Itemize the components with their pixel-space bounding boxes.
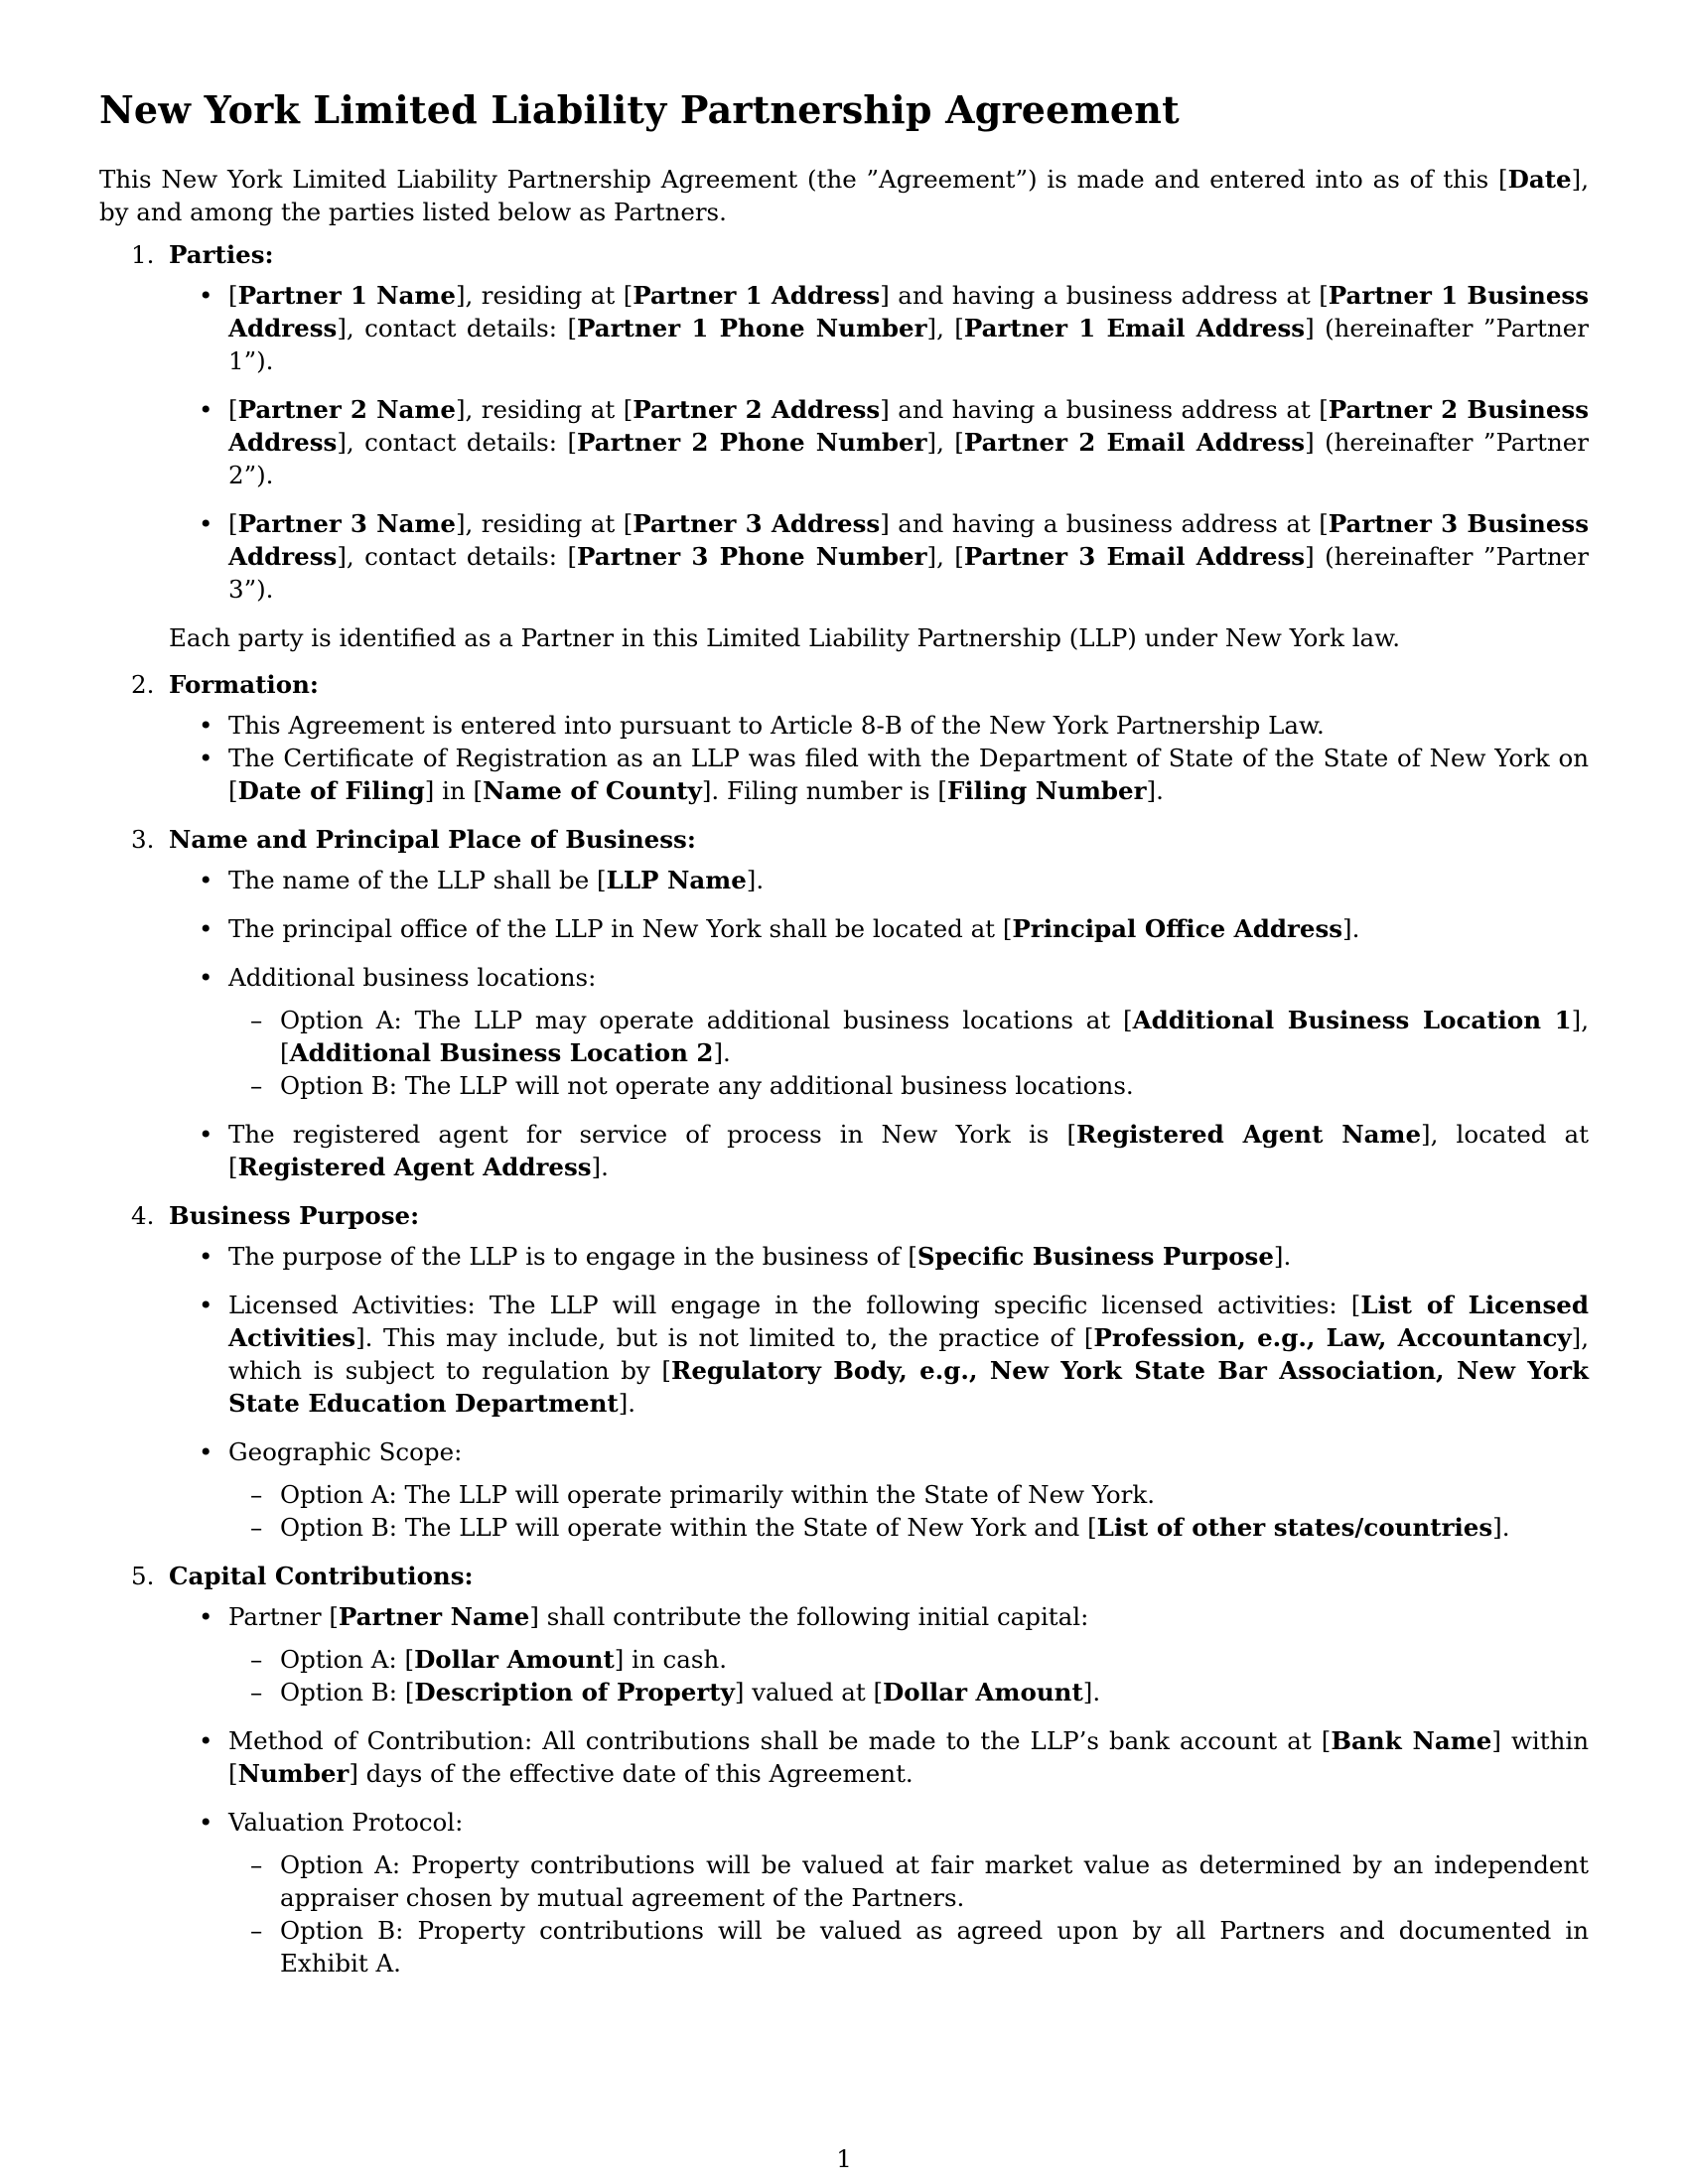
section-title: Name and Principal Place of Business: — [169, 825, 696, 854]
list-item: • Method of Contribution: All contributions shall be made to the LLP’s bank account at [Bank Name] within [Number] days of the effective date of this Agreement. — [199, 1726, 1589, 1788]
list-item: • Valuation Protocol: – Option A: Property contributions will be valued at fair market value as determined by an independent appraiser chosen by mutual agreement of the Partners. – Option B: Property contributions will be valued as agreed upon by all Partners and documented in Exhibit A. — [199, 1808, 1589, 1978]
list-item: • Licensed Activities: The LLP will engage in the following specific licensed activities: [List of Licensed Activities]. This may include, but is not limited to, the practice of [Profession, e.g., Law, Accountancy], which is subject to regulation by [Regulatory Body, e.g., New York State Bar Association, New York State Education Department]. — [199, 1291, 1589, 1418]
page-number: 1 — [836, 2144, 852, 2173]
document-title: New York Limited Liability Partnership Agreement — [99, 87, 1180, 132]
parties-note: Each party is identified as a Partner in this Limited Liability Partnership (LLP) under New York law. — [169, 623, 1401, 652]
option-item: – Option B: The LLP will operate within the State of New York and [List of other states/countries]. — [250, 1513, 1510, 1542]
section-title: Capital Contributions: — [169, 1562, 474, 1590]
list-item: • Geographic Scope: – Option A: The LLP will operate primarily within the State of New York. – Option B: The LLP will operate within the State of New York and [List of other states/countries]. — [169, 1435, 1589, 1544]
partner-3-item: • [Partner 3 Name], residing at [Partner 3 Address] and having a business address at [Partner 3 Business Address], contact details: [Partner 3 Phone Number], [Partner 3 Email Address] (hereinafter ”Partner 3”). — [199, 509, 1589, 604]
list-item: • The Certificate of Registration as an LLP was filed with the Department of State of the State of New York on [Date of Filing] in [Name of County]. Filing number is [Filing Number]. — [199, 744, 1589, 805]
section-list — [99, 238, 1589, 1979]
option-item: – Option B: The LLP will not operate any additional business locations. — [250, 1071, 1134, 1100]
section-formation: 2. Formation: • This Agreement is entered into pursuant to Article 8-B of the New York Partnership Law. • The Certificate of Registration as an LLP was filed with the Department of State of the State of New York on [Date of Filing] in [Name of County]. Filing number is [Filing Number]. — [131, 670, 1589, 805]
option-item: – Option B: [Description of Property] valued at [Dollar Amount]. — [250, 1678, 1101, 1706]
option-item: – Option A: The LLP may operate additional business locations at [Additional Business Location 1], [Additional Business Location 2]. — [250, 1006, 1589, 1067]
intro-paragraph: This New York Limited Liability Partnership Agreement (the ”Agreement”) is made and entered into as of this [Date], by and among the parties listed below as Partners. — [99, 165, 1589, 226]
document-page — [99, 87, 1589, 1995]
list-item: • Additional business locations: – Option A: The LLP may operate additional business locations at [Additional Business Location 1], [Additional Business Location 2]. – Option B: The LLP will not operate any additional business locations. — [199, 963, 1589, 1100]
partner-2-item: • [Partner 2 Name], residing at [Partner 2 Address] and having a business address at [Partner 2 Business Address], contact details: [Partner 2 Phone Number], [Partner 2 Email Address] (hereinafter ”Partner 2”). — [199, 395, 1589, 489]
section-parties: 1. Parties: • [Partner 1 Name], residing at [Partner 1 Address] and having a business address at [Partner 1 Business Address], contact details: [Partner 1 Phone Number], [Partner 1 Email Address] (hereinafter ”Partner 1”). • [Partner 2 Name], residing at [Partner 2 Address] and having a business address at [Partner 2 Business Address], contact details: [Partner 2 Phone Number], [Partner 2 Email Address] (hereinafter ”Partner 2”). • [Partner 3 Name], residing at [Partner 3 Address] and having a business address at [Partner 3 Business Address], contact details: [Partner 3 Phone Number], [Partner 3 Email Address] (hereinafter ”Partner 3”). Each party is identified as a Partner in this Limited Liability Partnership (LLP) under New York law. — [131, 240, 1589, 652]
list-item: • The registered agent for service of process in New York is [Registered Agent Name], located at [Registered Agent Address]. — [199, 1120, 1589, 1181]
option-item: – Option A: [Dollar Amount] in cash. — [250, 1645, 728, 1674]
section-name-place: 3. Name and Principal Place of Business: • The name of the LLP shall be [LLP Name]. • The principal office of the LLP in New York shall be located at [Principal Office Address]. • Additional business locations: – Option A: The LLP may operate additional business locations at [Additional Business Location 1], [Additional Business Location 2]. – Option B: The LLP will not operate any additional business locations. • The registered agent for service of process in New York is [Registered Agent Name], located at [Registered Agent Address]. — [131, 825, 1589, 1181]
option-item: – Option B: Property contributions will be valued as agreed upon by all Partners and documented in Exhibit A. — [250, 1916, 1589, 1978]
list-item: • This Agreement is entered into pursuant to Article 8-B of the New York Partnership Law. — [199, 711, 1325, 740]
section-title: Parties: — [169, 240, 274, 269]
list-item: • The principal office of the LLP in New York shall be located at [Principal Office Address]. — [199, 914, 1360, 943]
section-capital-contributions: 5. Capital Contributions: • Partner [Partner Name] shall contribute the following initial capital: – Option A: [Dollar Amount] in cash. – Option B: [Description of Property] valued at [Dollar Amount]. • Method of Contribution: All contributions shall be made to the LLP’s bank account at [Bank Name] within [Number] days of the effective date of this Agreement. • Valuation Protocol: – Option A: Property contributions will be valued at fair market value as determined by an independent appraiser chosen by mutual agreement of the Partners. – Option B: Property contributions will be valued as agreed upon by all Partners and documented in Exhibit A. — [131, 1562, 1589, 1978]
list-item: • The purpose of the LLP is to engage in the business of [Specific Business Purpose]. — [199, 1242, 1292, 1271]
list-item: • The name of the LLP shall be [LLP Name]. — [199, 866, 765, 894]
partner-1-item: • [Partner 1 Name], residing at [Partner 1 Address] and having a business address at [Partner 1 Business Address], contact details: [Partner 1 Phone Number], [Partner 1 Email Address] (hereinafter ”Partner 1”). — [199, 281, 1589, 375]
option-item: – Option A: The LLP will operate primarily within the State of New York. — [250, 1480, 1156, 1509]
section-title: Formation: — [169, 670, 319, 699]
section-business-purpose: 4. Business Purpose: • The purpose of the LLP is to engage in the business of [Specific Business Purpose]. • Licensed Activities: The LLP will engage in the following specific licensed activities: [List of Licensed Activities]. This may include, but is not limited to, the practice of [Profession, e.g., Law, Accountancy], which is subject to regulation by [Regulatory Body, e.g., New York State Bar Association, New York State Education Department]. • Geographic Scope: – Option A: The LLP will operate primarily within the State of New York. – Option B: The LLP will operate within the State of New York and [List of other states/countries]. — [131, 1201, 1589, 1542]
section-title: Business Purpose: — [169, 1201, 420, 1230]
option-item: – Option A: Property contributions will be valued at fair market value as determined by an independent appraiser chosen by mutual agreement of the Partners. — [250, 1850, 1589, 1912]
list-item: • Partner [Partner Name] shall contribute the following initial capital: – Option A: [Dollar Amount] in cash. – Option B: [Description of Property] valued at [Dollar Amount]. — [169, 1600, 1589, 1708]
